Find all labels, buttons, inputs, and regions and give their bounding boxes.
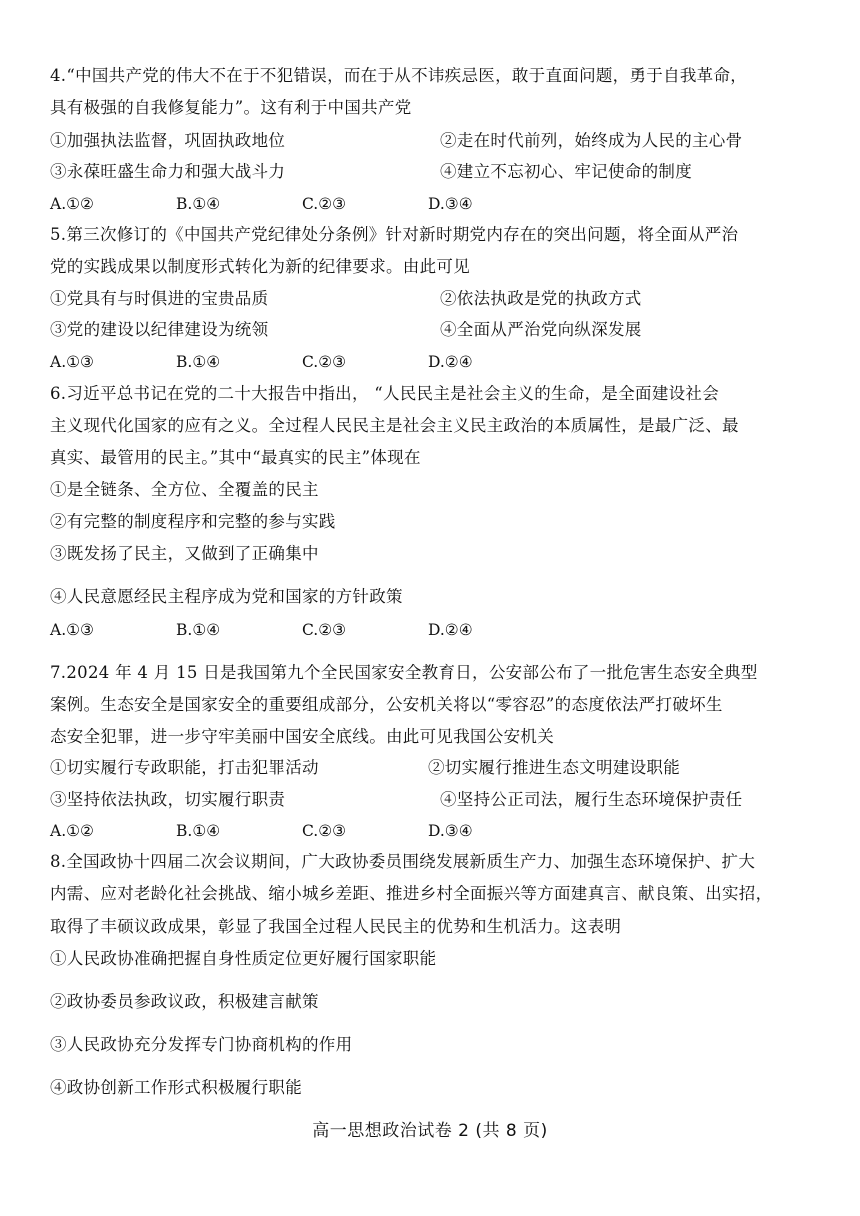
q6-statement-1: ①是全链条、全方位、全覆盖的民主 [50, 480, 319, 499]
q6-stem-line-3: 真实、最管用的民主。”其中“最真实的民主”体现在 [50, 448, 421, 467]
q5-stem-line-2: 党的实践成果以制度形式转化为新的纪律要求。由此可见 [50, 257, 470, 276]
q5-statement-1: ①党具有与时俱进的宝贵品质 [50, 289, 269, 308]
q7-statement-2: ②切实履行推进生态文明建设职能 [428, 758, 680, 777]
q4-option-c: C.②③ [302, 195, 347, 213]
q7-statement-4: ④坚持公正司法，履行生态环境保护责任 [440, 790, 743, 809]
q4-statement-3: ③永葆旺盛生命力和强大战斗力 [50, 162, 286, 181]
q8-stem-line-2: 内需、应对老龄化社会挑战、缩小城乡差距、推进乡村全面振兴等方面建真言、献良策、出实招， [50, 884, 773, 903]
q6-statement-2: ②有完整的制度程序和完整的参与实践 [50, 512, 336, 531]
q5-option-c: C.②③ [302, 353, 347, 371]
q4-option-b: B.①④ [176, 195, 221, 213]
q7-option-b: B.①④ [176, 822, 221, 840]
q5-stem-line-1: 5.第三次修订的《中国共产党纪律处分条例》针对新时期党内存在的突出问题，将全面从严治 [50, 225, 739, 244]
q6-stem-line-1: 6.习近平总书记在党的二十大报告中指出， “人民民主是社会主义的生命，是全面建设社会 [50, 384, 720, 403]
q5-statement-3: ③党的建设以纪律建设为统领 [50, 320, 269, 339]
q4-statement-4: ④建立不忘初心、牢记使命的制度 [440, 162, 692, 181]
q8-statement-2: ②政协委员参政议政，积极建言献策 [50, 992, 319, 1011]
q7-statement-3: ③坚持依法执政，切实履行职责 [50, 790, 286, 809]
q4-option-a: A.①② [50, 195, 94, 213]
q7-stem-line-1: 7.2024 年 4 月 15 日是我国第九个全民国家安全教育日，公安部公布了一批危害生态安全典型 [50, 663, 758, 682]
q6-statement-4: ④人民意愿经民主程序成为党和国家的方针政策 [50, 587, 403, 606]
q8-statement-3: ③人民政协充分发挥专门协商机构的作用 [50, 1035, 353, 1054]
q4-stem-line-1: 4.“中国共产党的伟大不在于不犯错误，而在于从不讳疾忌医，敢于直面问题，勇于自我革命， [50, 66, 748, 85]
q4-stem-line-2: 具有极强的自我修复能力”。这有利于中国共产党 [50, 98, 412, 117]
q4-option-d: D.③④ [428, 195, 473, 213]
q5-option-a: A.①③ [50, 353, 94, 371]
q6-option-a: A.①③ [50, 621, 94, 639]
q4-statement-2: ②走在时代前列，始终成为人民的主心骨 [440, 131, 743, 150]
page-footer: 高一思想政治试卷 2 (共 8 页) [312, 1121, 548, 1141]
q8-stem-line-1: 8.全国政协十四届二次会议期间，广大政协委员围绕发展新质生产力、加强生态环境保护、扩大 [50, 852, 756, 871]
q6-option-b: B.①④ [176, 621, 221, 639]
q7-stem-line-3: 态安全犯罪，进一步守牢美丽中国安全底线。由此可见我国公安机关 [50, 727, 554, 746]
q5-option-d: D.②④ [428, 353, 473, 371]
q6-statement-3: ③既发扬了民主，又做到了正确集中 [50, 544, 319, 563]
q7-stem-line-2: 案例。生态安全是国家安全的重要组成部分，公安机关将以“零容忍”的态度依法严打破坏生 [50, 695, 723, 714]
q5-statement-2: ②依法执政是党的执政方式 [440, 289, 642, 308]
q5-statement-4: ④全面从严治党向纵深发展 [440, 320, 642, 339]
q8-statement-4: ④政协创新工作形式积极履行职能 [50, 1078, 302, 1097]
q5-option-b: B.①④ [176, 353, 221, 371]
q7-statement-1: ①切实履行专政职能，打击犯罪活动 [50, 758, 319, 777]
q7-option-a: A.①② [50, 822, 94, 840]
q8-statement-1: ①人民政协准确把握自身性质定位更好履行国家职能 [50, 949, 437, 968]
q6-option-d: D.②④ [428, 621, 473, 639]
q6-stem-line-2: 主义现代化国家的应有之义。全过程人民民主是社会主义民主政治的本质属性，是最广泛、最 [50, 416, 739, 435]
q7-option-c: C.②③ [302, 822, 347, 840]
q6-option-c: C.②③ [302, 621, 347, 639]
q8-stem-line-3: 取得了丰硕议政成果，彰显了我国全过程人民民主的优势和生机活力。这表明 [50, 917, 622, 936]
q7-option-d: D.③④ [428, 822, 473, 840]
q4-statement-1: ①加强执法监督，巩固执政地位 [50, 131, 286, 150]
